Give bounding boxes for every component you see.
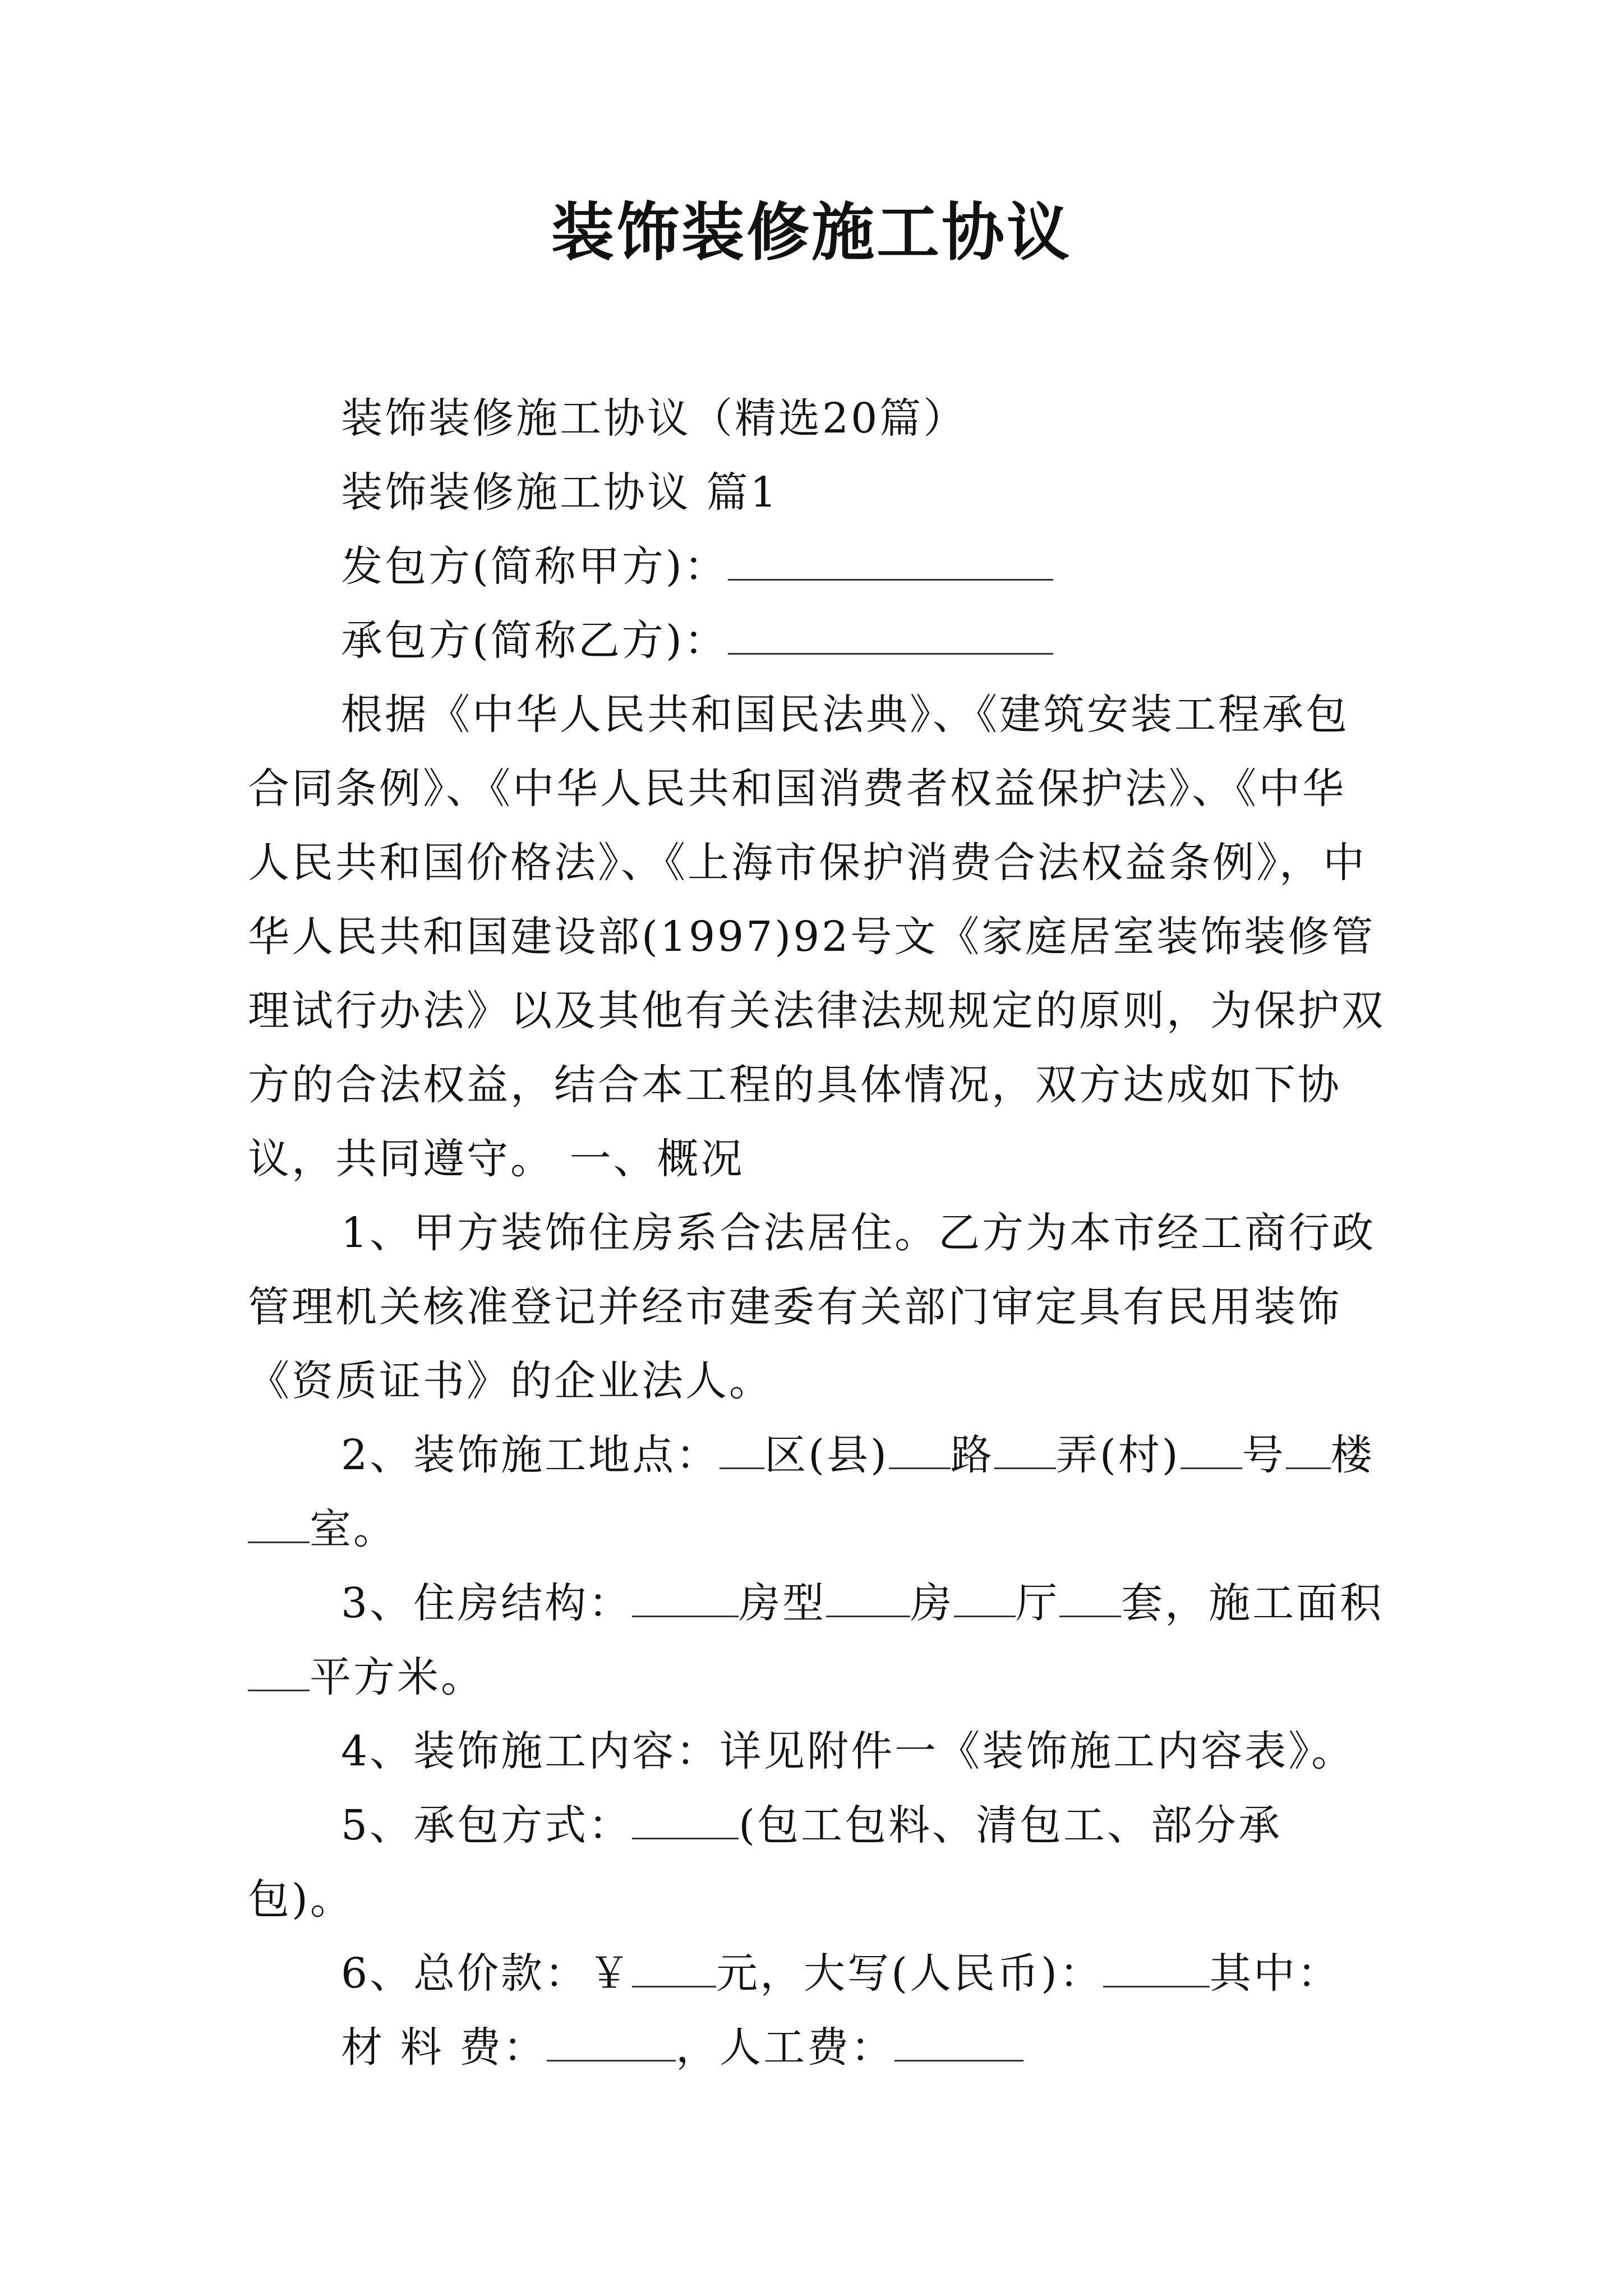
item-2 xyxy=(248,1418,1386,1566)
lane-label: 弄(村) xyxy=(1055,1431,1181,1479)
party-a-line xyxy=(248,530,1386,604)
halls-blank xyxy=(954,1576,1016,1617)
material-fee-blank xyxy=(547,2021,676,2062)
material-fee-label: 材 料 费： xyxy=(341,2023,547,2072)
rooms-label: 房 xyxy=(910,1579,955,1627)
document-subtitle: 装饰装修施工协议（精选20篇） xyxy=(341,394,967,443)
road-label: 路 xyxy=(950,1431,994,1479)
preamble-paragraph: 根据《中华人民共和国民法典》、《建筑安装工程承包合同条例》、《中华人民共和国消费者权益保护法》、《中华人民共和国价格法》、《上海市保护消费合法权益条例》，中华人民共和国建设部(1997)92号文《家庭居室装饰装修管理试行办法》以及其他有关法律法规规定的原则，为保护双方的合法权益，结合本工程的具体情况，双方达成如下协议，共同遵守。 一、概况 xyxy=(248,691,1385,1183)
district-blank xyxy=(720,1428,764,1469)
including-label: 其中： xyxy=(1209,1949,1341,1998)
total-capital-blank xyxy=(1103,1947,1210,1987)
building-label: 楼 xyxy=(1330,1431,1375,1479)
item-3-prefix: 3、住房结构： xyxy=(341,1579,633,1627)
room-blank xyxy=(248,1502,310,1543)
document-title: 装饰装修施工协议 xyxy=(551,196,1072,269)
contract-mode-blank xyxy=(632,1798,739,1839)
road-blank xyxy=(889,1428,951,1469)
sets-blank xyxy=(1059,1576,1121,1617)
layout-label: 房型 xyxy=(739,1579,827,1627)
party-a-label: 发包方(简称甲方)： xyxy=(341,542,728,591)
document-body xyxy=(248,381,1386,2085)
lane-blank xyxy=(994,1428,1056,1469)
labor-fee-blank xyxy=(895,2021,1023,2062)
party-b-label: 承包方(简称乙方)： xyxy=(341,616,728,665)
fees-line xyxy=(248,2010,1386,2085)
item-6-prefix: 6、总价款：￥ xyxy=(341,1949,633,1998)
section-heading: 装饰装修施工协议 篇1 xyxy=(341,468,779,517)
party-a-blank xyxy=(728,540,1053,581)
item-6 xyxy=(248,1936,1386,2010)
item-4: 4、装饰施工内容：详见附件一《装饰施工内容表》。 xyxy=(341,1727,1355,1775)
area-label: 平方米。 xyxy=(310,1653,485,1701)
number-blank xyxy=(1181,1428,1242,1469)
item-3 xyxy=(248,1566,1386,1714)
total-yuan-label: 元，大写(人民币)： xyxy=(716,1949,1103,1998)
contract-mode-options: (包工包料、清包工、部分承包)。 xyxy=(248,1801,1282,1924)
area-blank xyxy=(248,1650,310,1691)
room-label: 室。 xyxy=(310,1505,397,1553)
party-b-line xyxy=(248,604,1386,678)
party-b-blank xyxy=(728,614,1053,655)
item-5 xyxy=(248,1788,1386,1936)
building-blank xyxy=(1286,1428,1331,1469)
item-1: 1、甲方装饰住房系合法居住。乙方为本市经工商行政管理机关核准登记并经市建委有关部门审定具有民用装饰《资质证书》的企业法人。 xyxy=(248,1209,1376,1405)
total-yuan-blank xyxy=(632,1947,716,1987)
rooms-blank xyxy=(826,1576,910,1617)
district-label: 区(县) xyxy=(764,1431,889,1479)
item-2-prefix: 2、装饰施工地点： xyxy=(341,1431,720,1479)
number-label: 号 xyxy=(1242,1431,1286,1479)
sets-label: 套，施工面积 xyxy=(1121,1579,1384,1627)
halls-label: 厅 xyxy=(1016,1579,1060,1627)
item-5-prefix: 5、承包方式： xyxy=(341,1801,633,1849)
layout-blank xyxy=(632,1576,739,1617)
labor-fee-label: ，人工费： xyxy=(676,2023,895,2072)
